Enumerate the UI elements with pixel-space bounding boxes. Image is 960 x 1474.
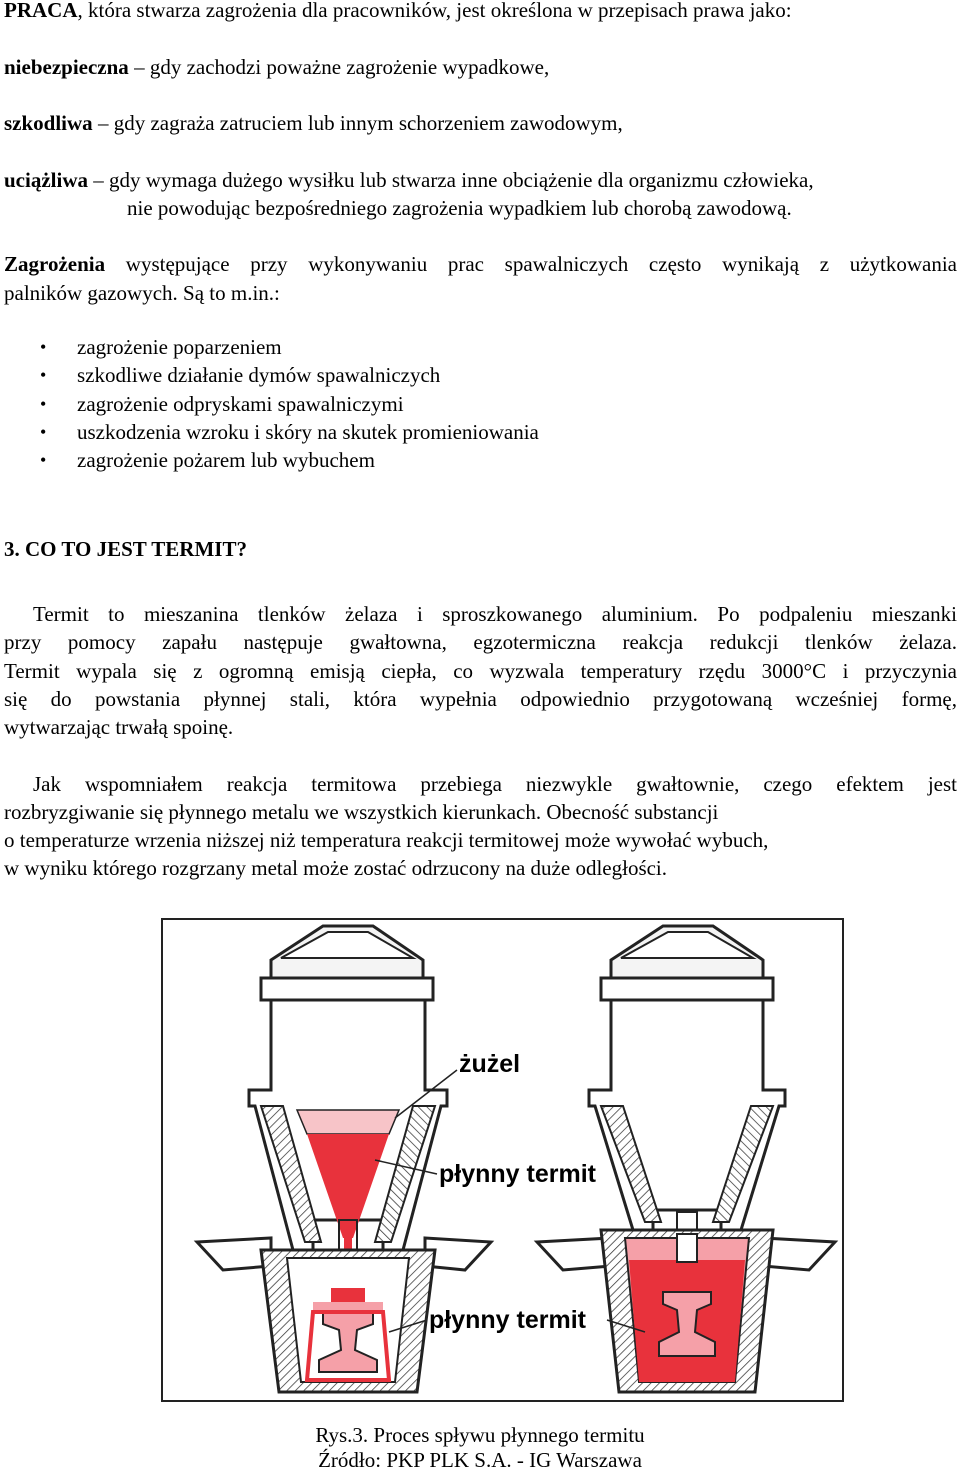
- figure-source: Źródło: PKP PLK S.A. - IG Warszawa: [318, 1448, 642, 1472]
- crucible-rim: [601, 978, 773, 1000]
- left-crucible: [249, 926, 597, 1288]
- list-item: • zagrożenie poparzeniem: [0, 333, 539, 361]
- definition-niebezpieczna: [4, 53, 549, 81]
- paragraph2-line: Jak wspomniałem reakcja termitowa przebiega niezwykle gwałtownie, czego efektem jest: [33, 772, 957, 796]
- hazards-list: [0, 333, 539, 474]
- label-zuzel: żużel: [459, 1050, 521, 1078]
- definition-szkodliwa: [4, 109, 623, 137]
- list-item: • zagrożenie odpryskami spawalniczymi: [0, 390, 539, 418]
- hazards-intro-term: Zagrożenia: [4, 252, 106, 276]
- list-item: • zagrożenie pożarem lub wybuchem: [0, 446, 539, 474]
- definition-term: szkodliwa: [4, 111, 93, 135]
- label-termit-bottom: płynny termit: [429, 1306, 586, 1334]
- definition-text: – gdy wymaga dużego wysiłku lub stwarza inne obciążenie dla organizmu człowieka,: [88, 168, 814, 192]
- paragraph1-line: Termit wypala się z ogromną emisją ciepła, co wyzwala temperatury rzędu 3000°C i przyczynia: [4, 659, 957, 683]
- hazards-intro-line2: palników gazowych. Są to m.in.:: [4, 281, 280, 305]
- crucible-rim: [261, 978, 433, 1000]
- molten-mold-top: [331, 1288, 365, 1302]
- mold-riser: [677, 1234, 697, 1262]
- definition-text: – gdy zagraża zatruciem lub innym schorzeniem zawodowym,: [92, 111, 623, 135]
- right-crucible: [589, 926, 785, 1234]
- paragraph2-line: w wyniku którego rozgrzany metal może zostać odrzucony na duże odległości.: [4, 856, 668, 880]
- term-praca: PRACA: [4, 0, 78, 22]
- paragraph1-line: się do powstania płynnej stali, która wypełnia odpowiednio przygotowaną wcześniej formę,: [4, 687, 957, 711]
- definition-text: – gdy zachodzi poważne zagrożenie wypadkowe,: [128, 55, 550, 79]
- section-heading: 3. CO TO JEST TERMIT?: [4, 537, 247, 561]
- intro-line: [4, 0, 792, 24]
- paragraph1-line: przy pomocy zapału następuje gwałtowna, egzotermiczna reakcja redukcji tlenków żelaza.: [4, 630, 957, 654]
- list-item: • szkodliwe działanie dymów spawalniczych: [0, 361, 539, 389]
- list-item: • uszkodzenia wzroku i skóry na skutek promieniowania: [0, 418, 539, 446]
- label-termit-top: płynny termit: [439, 1160, 596, 1188]
- definition-term: niebezpieczna: [4, 55, 129, 79]
- mold-tray-left: [197, 1238, 271, 1270]
- paragraph1-line: Termit to mieszanina tlenków żelaza i sproszkowanego aluminium. Po podpaleniu mieszanki: [33, 602, 957, 626]
- mold-tray-left: [537, 1238, 611, 1270]
- paragraph2-line: o temperaturze wrzenia niższej niż temperatura reakcji termitowej może wywołać wybuch,: [4, 828, 769, 852]
- hazards-intro-text: występujące przy wykonywaniu prac spawalniczych często wynikają z użytkowania: [105, 252, 957, 276]
- mold-tray-right: [763, 1238, 835, 1270]
- slag-layer: [297, 1110, 399, 1134]
- definition-uciazliwa-continuation: nie powodując bezpośredniego zagrożenia wypadkiem lub chorobą zawodową.: [127, 196, 792, 220]
- definition-uciazliwa: [4, 166, 814, 194]
- thermite-diagram: [163, 920, 842, 1400]
- thermite-process-figure: [161, 918, 844, 1402]
- intro-text: , która stwarza zagrożenia dla pracowników, jest określona w przepisach prawa jako:: [77, 0, 792, 22]
- hazards-intro-line1: [4, 250, 957, 278]
- figure-caption: Rys.3. Proces spływu płynnego termitu: [315, 1423, 645, 1447]
- paragraph2-line: rozbryzgiwanie się płynnego metalu we wszystkich kierunkach. Obecność substancji: [4, 800, 719, 824]
- definition-term: uciążliwa: [4, 168, 88, 192]
- paragraph1-line: wytwarzając trwałą spoinę.: [4, 715, 234, 739]
